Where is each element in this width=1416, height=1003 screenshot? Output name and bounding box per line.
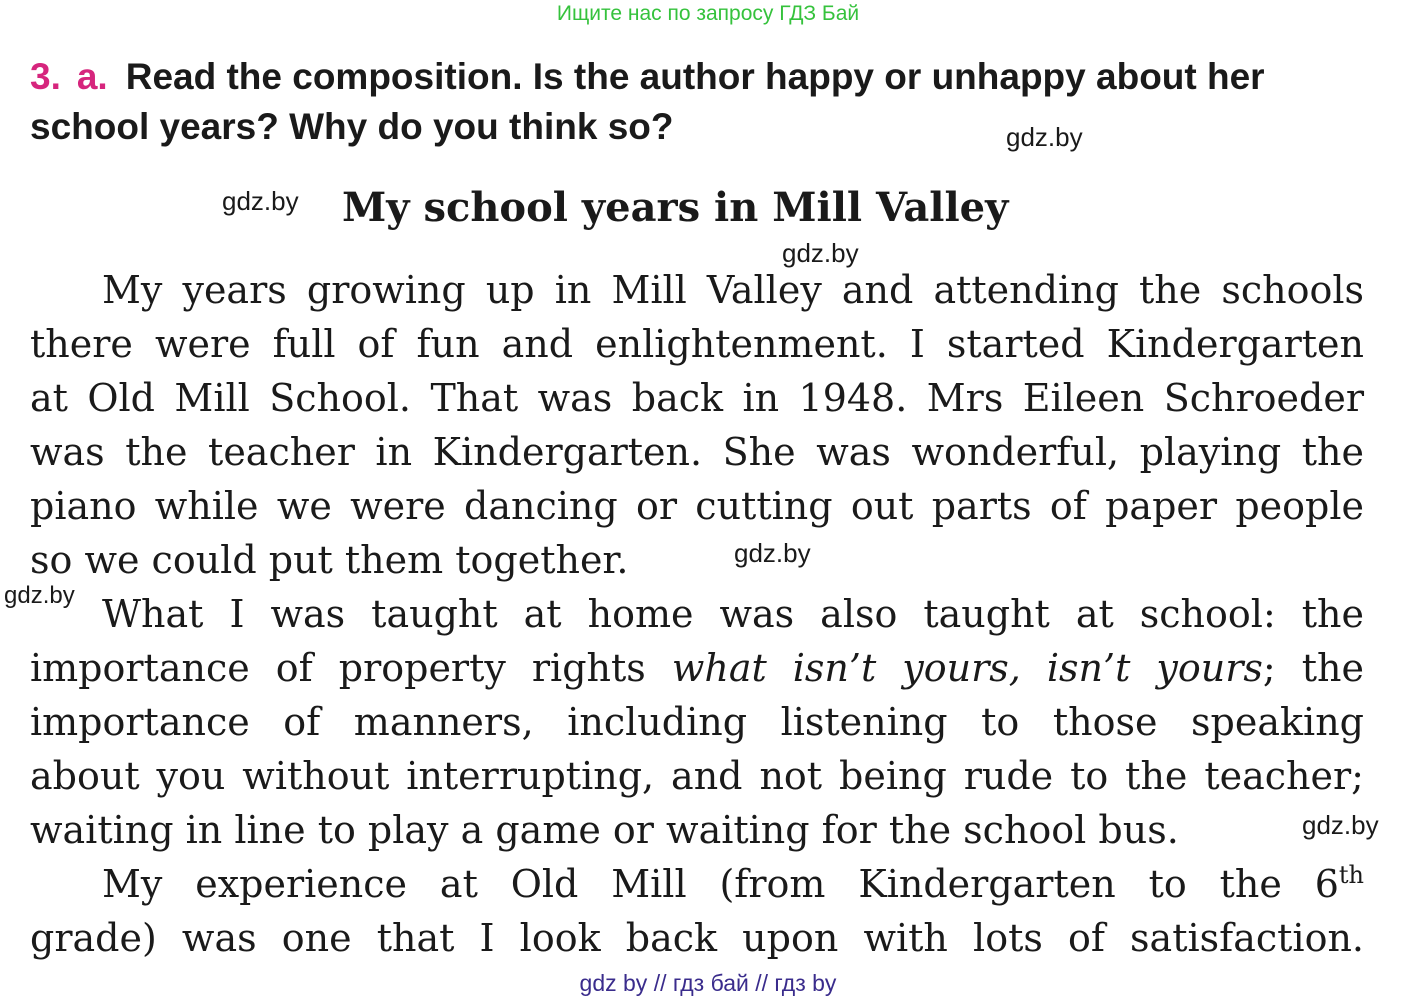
text-segment: My experience at Old Mill (from Kindergarten to the 6: [102, 862, 1339, 906]
task-text: Read the composition. Is the author happy or unhappy about her school years? Why do you think so?: [30, 56, 1265, 147]
composition-title: My school years in Mill Valley: [342, 184, 1009, 231]
watermark: gdz.by: [4, 582, 75, 609]
watermark: gdz.by: [1302, 810, 1379, 840]
text-line: at Old Mill School. That was back in 1948. Mrs Eileen Schroeder: [30, 376, 1364, 420]
italic-phrase: what isn’t yours, isn’t yours: [671, 646, 1263, 690]
watermark: gdz.by: [734, 538, 811, 568]
text-line: What I was taught at home was also taught at school: the: [102, 592, 1364, 636]
text-line: was the teacher in Kindergarten. She was wonderful, playing the: [30, 430, 1364, 474]
task-letter: a.: [76, 56, 108, 97]
text-line: about you without interrupting, and not being rude to the teacher;: [30, 754, 1364, 798]
text-line: so we could put them together.: [30, 538, 629, 582]
superscript: th: [1338, 861, 1364, 889]
text-segment: importance of property rights: [30, 646, 672, 690]
top-banner: Ищите нас по запросу ГДЗ Бай: [556, 2, 860, 25]
text-line: importance of manners, including listening to those speaking: [30, 700, 1364, 744]
text-line: My years growing up in Mill Valley and attending the schools: [102, 268, 1364, 312]
task-number: 3.: [30, 56, 61, 97]
task-heading: [30, 52, 1370, 152]
text-line: [30, 646, 1364, 690]
watermark: gdz.by: [1006, 122, 1083, 152]
footer-watermark: gdz by // гдз бай // гдз by: [579, 970, 837, 996]
text-line: piano while we were dancing or cutting out parts of paper people: [30, 484, 1364, 528]
text-line: [102, 862, 1364, 906]
watermark: gdz.by: [782, 238, 859, 268]
text-line: waiting in line to play a game or waiting for the school bus.: [30, 808, 1179, 852]
text-segment: ; the: [1262, 646, 1364, 690]
watermark: gdz.by: [222, 186, 299, 216]
text-line: grade) was one that I look back upon with lots of satisfaction.: [30, 916, 1364, 960]
text-line: there were full of fun and enlightenment. I started Kindergarten: [30, 322, 1364, 366]
